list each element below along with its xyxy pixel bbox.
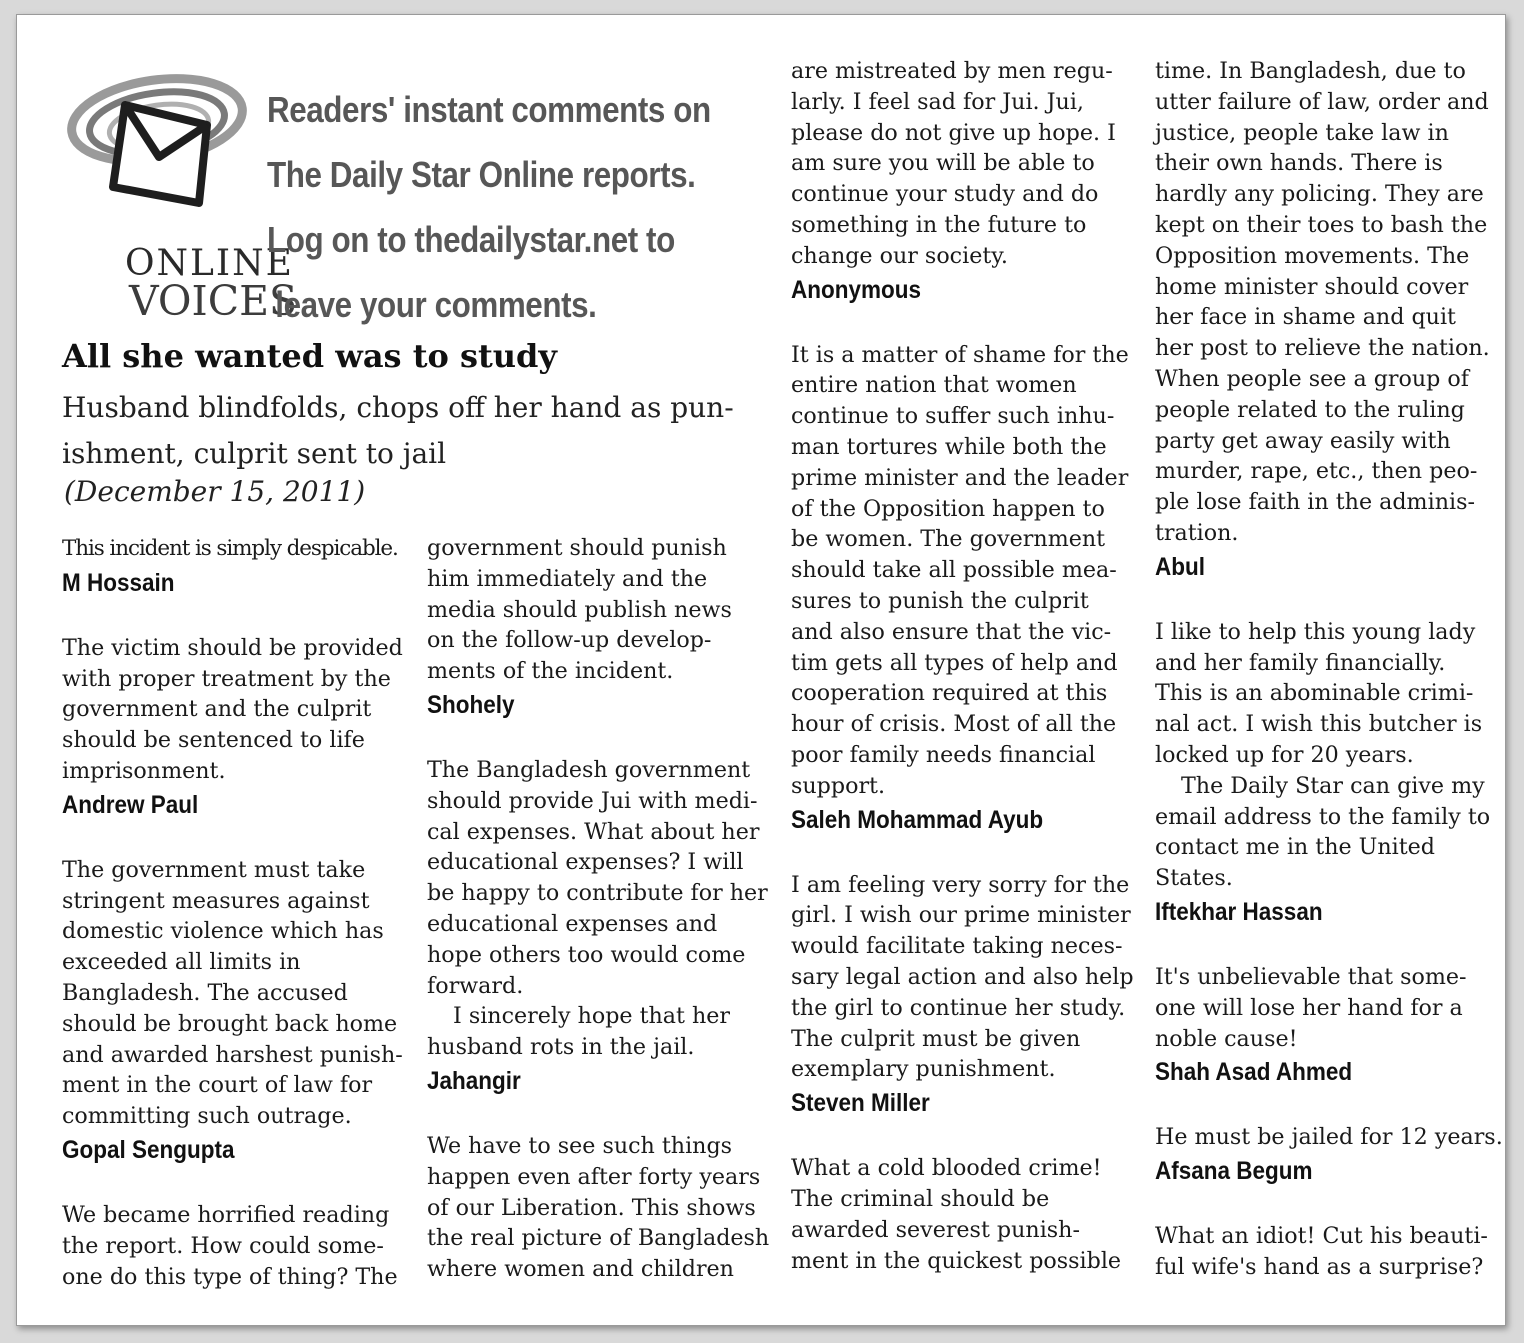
comment-line: her face in shame and quit xyxy=(1155,304,1456,331)
comment-line: committing such outrage. xyxy=(62,1103,352,1130)
comment-line: What a cold blooded crime! xyxy=(791,1155,1102,1182)
comment-line: one will lose her hand for a xyxy=(1155,994,1463,1021)
comment-line: would facilitate taking neces- xyxy=(791,933,1123,960)
intro-line: The Daily Star Online reports. xyxy=(267,154,696,195)
comment-line: where women and children xyxy=(427,1256,734,1283)
comment-line: ple lose faith in the adminis- xyxy=(1155,489,1475,516)
comment-line: We became horrified reading xyxy=(62,1201,390,1228)
comment-line: media should publish news xyxy=(427,596,732,623)
comment-line: hour of crisis. Most of all the xyxy=(791,711,1117,738)
comment-line: locked up for 20 years. xyxy=(1155,741,1414,768)
comment-line: hardly any policing. They are xyxy=(1155,181,1484,208)
comment-line: The culprit must be given xyxy=(791,1025,1081,1052)
comment-text xyxy=(62,633,407,787)
comment-text xyxy=(791,340,1136,802)
article-date: (December 15, 2011) xyxy=(64,475,366,508)
comment-line: and her family financially. xyxy=(1155,649,1446,676)
comment-line: government and the culprit xyxy=(62,696,372,723)
comment-line: Bangladesh. The accused xyxy=(62,979,348,1006)
comment-line: cooperation required at this xyxy=(791,680,1108,707)
comment-line: one do this type of thing? The xyxy=(62,1263,398,1290)
comment-line: email address to the family to xyxy=(1155,803,1491,830)
comment-text xyxy=(427,755,772,1063)
comment-line: The government must take xyxy=(62,856,366,883)
comment-line: When people see a group of xyxy=(1155,365,1470,392)
comment-line: awarded severest punish- xyxy=(791,1216,1080,1243)
comment-line: prime minister and the leader xyxy=(791,464,1129,491)
commenter-name: Anonymous xyxy=(791,275,922,304)
comment-line: contact me in the United xyxy=(1155,834,1435,861)
comment-line: murder, rape, etc., then peo- xyxy=(1155,458,1478,485)
commenter-name: Andrew Paul xyxy=(62,790,199,819)
comment-line: This is an abominable crimi- xyxy=(1155,680,1474,707)
comment-line: girl. I wish our prime minister xyxy=(791,902,1131,929)
commenter-name: Steven Miller xyxy=(791,1089,930,1118)
comment-line: should be sentenced to life xyxy=(62,727,365,754)
commenter-name: Afsana Begum xyxy=(1155,1157,1313,1186)
comment-line: him immediately and the xyxy=(427,565,708,592)
comment-line: of the Opposition happen to xyxy=(791,495,1105,522)
comment-line: Opposition movements. The xyxy=(1155,242,1470,269)
comment-line: entire nation that women xyxy=(791,372,1077,399)
comment-line: ment in the court of law for xyxy=(62,1072,373,1099)
comment-line: cal expenses. What about her xyxy=(427,818,760,845)
comment-line: continue to suffer such inhu- xyxy=(791,403,1115,430)
commenter-name: Abul xyxy=(1155,552,1205,581)
article-headline: All she wanted was to study xyxy=(62,337,557,375)
comment-line: her post to relieve the nation. xyxy=(1155,335,1490,362)
comment-text xyxy=(791,870,1136,1086)
comment-line: should provide Jui with medi- xyxy=(427,787,758,814)
comment-line: be happy to contribute for her xyxy=(427,880,768,907)
comment-line: their own hands. There is xyxy=(1155,150,1443,177)
comment-line: We have to see such things xyxy=(427,1132,733,1159)
comment-line: the girl to continue her study. xyxy=(791,994,1126,1021)
comment-line: man tortures while both the xyxy=(791,433,1107,460)
comment-line: tration. xyxy=(1155,519,1239,546)
commenter-name: Shah Asad Ahmed xyxy=(1155,1058,1353,1087)
column-4 xyxy=(1155,56,1503,1283)
comment-line: The Daily Star can give my xyxy=(1181,772,1485,799)
comment-line: something in the future to xyxy=(791,211,1087,238)
commenter-name: Gopal Sengupta xyxy=(62,1135,235,1164)
commenter-name: M Hossain xyxy=(62,568,175,597)
comment-line: time. In Bangladesh, due to xyxy=(1155,58,1466,84)
column-1 xyxy=(62,533,407,1292)
comment-line: The victim should be provided xyxy=(62,634,403,661)
comment-line: It's unbelievable that some- xyxy=(1155,963,1467,990)
intro-line: leave your comments. xyxy=(267,284,597,325)
comment-line: domestic violence which has xyxy=(62,918,384,945)
comment-text xyxy=(1155,1122,1503,1153)
comment-line: This incident is simply despicable. xyxy=(62,536,398,561)
comment-text xyxy=(427,533,772,687)
comment-line: people related to the ruling xyxy=(1155,396,1465,423)
comment-line: am sure you will be able to xyxy=(791,150,1095,177)
article-subhead xyxy=(62,385,752,477)
logo-word-online: ONLINE xyxy=(125,243,294,284)
comment-text xyxy=(62,1200,407,1292)
envelope-icon xyxy=(107,95,217,210)
comment-line: States. xyxy=(1155,865,1233,892)
comment-line: and awarded harshest punish- xyxy=(62,1041,403,1068)
comment-text xyxy=(427,1131,772,1285)
comment-text xyxy=(1155,962,1500,1054)
comment-line: I like to help this young lady xyxy=(1155,618,1476,645)
comment-line: nal act. I wish this butcher is xyxy=(1155,711,1483,738)
comment-line: of our Liberation. This shows xyxy=(427,1194,756,1221)
comment-text xyxy=(791,56,1136,272)
comment-line: happen even after forty years xyxy=(427,1163,761,1190)
comment-line: larly. I feel sad for Jui. Jui, xyxy=(791,88,1084,115)
intro-line: Readers' instant comments on xyxy=(267,89,711,130)
comment-line: educational expenses and xyxy=(427,910,718,937)
comment-text xyxy=(1155,56,1500,549)
column-2 xyxy=(427,533,772,1285)
comment-line: imprisonment. xyxy=(62,757,226,784)
comment-line: justice, people take law in xyxy=(1155,119,1449,146)
comment-line: should be brought back home xyxy=(62,1010,398,1037)
comment-line: the real picture of Bangladesh xyxy=(427,1225,770,1252)
comment-line: The Bangladesh government xyxy=(427,756,751,783)
comment-line: are mistreated by men regu- xyxy=(791,58,1113,84)
online-voices-logo xyxy=(67,65,298,325)
commenter-name: Shohely xyxy=(427,690,515,719)
comment-line: He must be jailed for 12 years. xyxy=(1155,1124,1503,1151)
comment-line: educational expenses? I will xyxy=(427,849,744,876)
comment-line: I am feeling very sorry for the xyxy=(791,871,1130,898)
comment-line: and also ensure that the vic- xyxy=(791,618,1112,645)
comment-line: change our society. xyxy=(791,242,1008,269)
comment-line: sary legal action and also help xyxy=(791,963,1134,990)
newspaper-page xyxy=(16,14,1506,1326)
comment-line: the report. How could some- xyxy=(62,1232,384,1259)
comment-line: ful wife's hand as a surprise? xyxy=(1155,1253,1484,1280)
comment-line: stringent measures against xyxy=(62,887,370,914)
comment-text xyxy=(1155,1221,1500,1283)
comment-line: please do not give up hope. I xyxy=(791,119,1116,146)
comment-text xyxy=(62,855,407,1132)
comment-line: on the follow-up develop- xyxy=(427,627,712,654)
comment-line: hope others too would come xyxy=(427,941,746,968)
comment-text xyxy=(1155,617,1500,894)
intro-text xyxy=(267,77,711,337)
comment-line: sures to punish the culprit xyxy=(791,587,1089,614)
commenter-name: Jahangir xyxy=(427,1066,521,1095)
comment-line: It is a matter of shame for the xyxy=(791,341,1129,368)
subhead-line: Husband blindfolds, chops off her hand as pun- xyxy=(62,391,734,424)
comment-text xyxy=(791,1153,1136,1276)
comment-line: kept on their toes to bash the xyxy=(1155,211,1488,238)
comment-line: support. xyxy=(791,772,886,799)
comment-line: with proper treatment by the xyxy=(62,665,391,692)
comment-line: should take all possible mea- xyxy=(791,557,1117,584)
comment-line: exceeded all limits in xyxy=(62,949,301,976)
logo-word-voices: VOICES xyxy=(129,277,298,325)
commenter-name: Saleh Mohammad Ayub xyxy=(791,805,1044,834)
comment-text xyxy=(62,533,407,565)
comment-line: What an idiot! Cut his beauti- xyxy=(1155,1223,1488,1250)
comment-line: I sincerely hope that her xyxy=(453,1003,731,1030)
comment-line: be women. The government xyxy=(791,526,1106,553)
commenter-name: Iftekhar Hassan xyxy=(1155,897,1323,926)
comment-line: husband rots in the jail. xyxy=(427,1034,695,1061)
comment-line: ments of the incident. xyxy=(427,658,674,685)
comment-line: noble cause! xyxy=(1155,1025,1298,1052)
comment-line: The criminal should be xyxy=(791,1185,1050,1212)
comment-line: tim gets all types of help and xyxy=(791,649,1118,676)
comment-line: party get away easily with xyxy=(1155,427,1451,454)
comment-line: forward. xyxy=(427,972,524,999)
subhead-line: ishment, culprit sent to jail xyxy=(62,437,447,470)
comment-line: home minister should cover xyxy=(1155,273,1469,300)
comment-line: exemplary punishment. xyxy=(791,1056,1056,1083)
comment-line: poor family needs financial xyxy=(791,741,1096,768)
intro-line: Log on to thedailystar.net to xyxy=(267,219,675,260)
comment-line: government should punish xyxy=(427,535,727,561)
comment-line: continue your study and do xyxy=(791,181,1099,208)
comment-line: ment in the quickest possible xyxy=(791,1247,1122,1274)
column-3 xyxy=(791,56,1136,1276)
comment-line: utter failure of law, order and xyxy=(1155,88,1489,115)
